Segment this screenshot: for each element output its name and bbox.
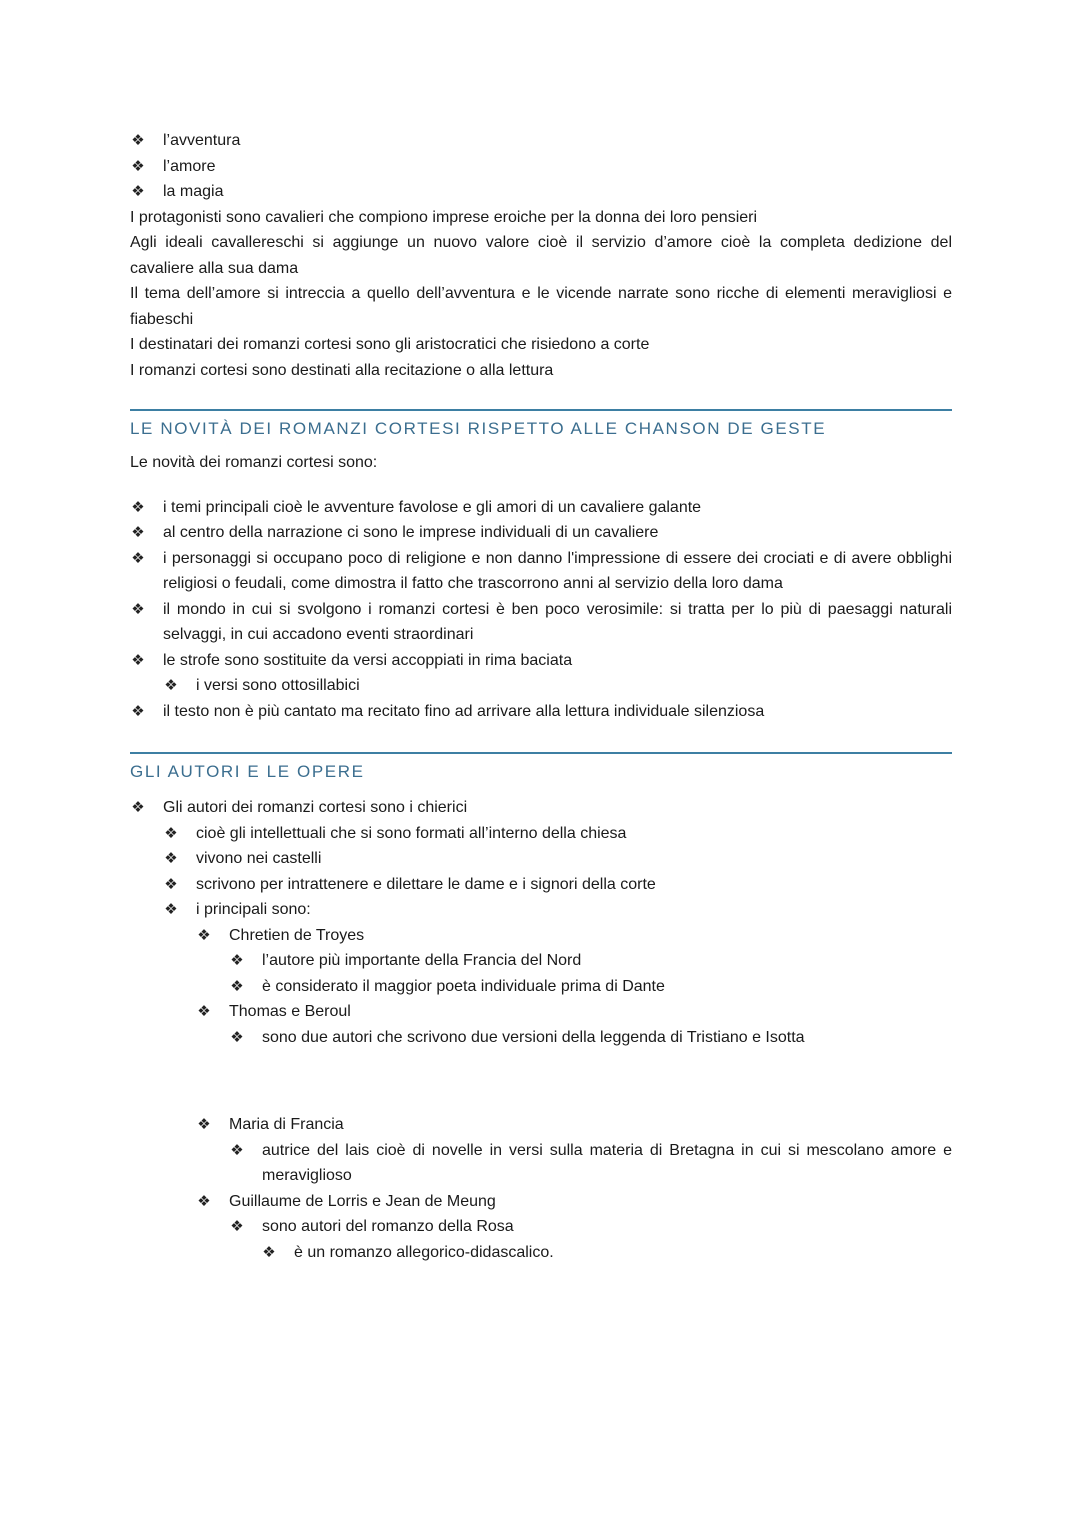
list-item-text: le strofe sono sostituite da versi accoppiati in rima baciata xyxy=(163,651,573,669)
authors-bullet-list xyxy=(130,795,952,1050)
diamond-bullet-icon: ❖ xyxy=(164,676,178,694)
list-item-text: sono autori del romanzo della Rosa xyxy=(262,1218,514,1235)
list-item xyxy=(130,974,952,1000)
section-heading: LE NOVITÀ DEI ROMANZI CORTESI RISPETTO ALLE CHANSON DE GESTE xyxy=(130,409,952,440)
list-item xyxy=(130,597,952,648)
diamond-bullet-icon: ❖ xyxy=(230,976,244,995)
diamond-bullet-icon: ❖ xyxy=(131,548,145,567)
paragraph: Agli ideali cavallereschi si aggiunge un nuovo valore cioè il servizio d’amore cioè la completa dedizione del cavaliere alla sua dama xyxy=(130,234,952,277)
list-item xyxy=(130,1214,952,1240)
diamond-bullet-icon: ❖ xyxy=(197,1002,211,1020)
paragraph: I protagonisti sono cavalieri che compiono imprese eroiche per la donna dei loro pensieri xyxy=(130,208,758,226)
list-item xyxy=(130,846,952,872)
list-item-text: l’autore più importante della Francia del Nord xyxy=(262,952,582,969)
list-item-text: al centro della narrazione ci sono le imprese individuali di un cavaliere xyxy=(163,524,659,541)
diamond-bullet-icon: ❖ xyxy=(197,1115,211,1133)
list-item-text: è considerato il maggior poeta individuale prima di Dante xyxy=(262,977,665,995)
list-item xyxy=(130,1138,952,1189)
list-item-text: Maria di Francia xyxy=(229,1116,344,1133)
list-item-text: cioè gli intellettuali che si sono formati all’interno della chiesa xyxy=(196,824,627,842)
diamond-bullet-icon: ❖ xyxy=(262,1242,276,1261)
list-item-text: i versi sono ottosillabici xyxy=(196,677,360,694)
list-item-text: è un romanzo allegorico-didascalico. xyxy=(294,1243,554,1261)
paragraph: I destinatari dei romanzi cortesi sono gli aristocratici che risiedono a corte xyxy=(130,336,650,353)
diamond-bullet-icon: ❖ xyxy=(131,131,145,149)
diamond-bullet-icon: ❖ xyxy=(230,1027,244,1046)
list-item xyxy=(130,1189,952,1215)
blank-space xyxy=(130,1050,952,1112)
list-item xyxy=(130,673,952,699)
diamond-bullet-icon: ❖ xyxy=(131,701,145,720)
authors-bullet-list-continued xyxy=(130,1112,952,1265)
list-item-text: l’amore xyxy=(163,157,216,175)
section-heading: GLI AUTORI E LE OPERE xyxy=(130,752,952,783)
list-item-text: il mondo in cui si svolgono i romanzi cortesi è ben poco verosimile: si tratta per lo più di paesaggi naturali selvaggi, in cui accadono eventi straordinari xyxy=(163,600,952,643)
list-item xyxy=(130,520,952,546)
list-item xyxy=(130,1112,952,1138)
list-item-text: la magia xyxy=(163,183,224,200)
list-item-text: il testo non è più cantato ma recitato fino ad arrivare alla lettura individuale silenziosa xyxy=(163,702,765,720)
diamond-bullet-icon: ❖ xyxy=(131,497,145,516)
diamond-bullet-icon: ❖ xyxy=(230,1140,244,1159)
diamond-bullet-icon: ❖ xyxy=(164,823,178,842)
list-item xyxy=(130,495,952,521)
document-page xyxy=(130,128,952,1265)
list-item xyxy=(130,128,952,154)
list-item-text: Chretien de Troyes xyxy=(229,926,365,944)
list-item-text: i principali sono: xyxy=(196,901,311,918)
intro-bullet-list xyxy=(130,128,952,205)
list-item-text: sono due autori che scrivono due versioni della leggenda di Tristiano e Isotta xyxy=(262,1028,805,1046)
diamond-bullet-icon: ❖ xyxy=(230,951,244,969)
list-item xyxy=(130,179,952,205)
diamond-bullet-icon: ❖ xyxy=(197,925,211,944)
list-item-text: Gli autori dei romanzi cortesi sono i chierici xyxy=(163,799,468,816)
list-item xyxy=(130,546,952,597)
list-item-text: Guillaume de Lorris e Jean de Meung xyxy=(229,1192,496,1210)
list-item xyxy=(130,699,952,725)
list-item xyxy=(130,1240,952,1266)
diamond-bullet-icon: ❖ xyxy=(131,182,145,200)
list-item-text: Thomas e Beroul xyxy=(229,1003,351,1020)
list-item xyxy=(130,154,952,180)
list-item-text: l’avventura xyxy=(163,132,241,149)
list-item xyxy=(130,999,952,1025)
diamond-bullet-icon: ❖ xyxy=(131,523,145,541)
novelties-bullet-list xyxy=(130,495,952,725)
diamond-bullet-icon: ❖ xyxy=(131,798,145,816)
list-item xyxy=(130,923,952,949)
diamond-bullet-icon: ❖ xyxy=(131,156,145,175)
paragraph: Il tema dell’amore si intreccia a quello dell’avventura e le vicende narrate sono ricche di elementi meravigliosi e fiabeschi xyxy=(130,285,952,328)
list-item-text: i personaggi si occupano poco di religione e non danno l'impressione di essere dei crociati e di avere obblighi religiosi o feudali, come dimostra il fatto che trascorrono anni al servizio della loro dama xyxy=(163,549,952,592)
diamond-bullet-icon: ❖ xyxy=(197,1191,211,1210)
diamond-bullet-icon: ❖ xyxy=(131,599,145,618)
list-item-text: i temi principali cioè le avventure favolose e gli amori di un cavaliere galante xyxy=(163,498,702,516)
list-item xyxy=(130,648,952,674)
diamond-bullet-icon: ❖ xyxy=(230,1217,244,1235)
diamond-bullet-icon: ❖ xyxy=(131,650,145,669)
list-item xyxy=(130,948,952,974)
list-item xyxy=(130,795,952,821)
list-item-text: autrice del lais cioè di novelle in versi sulla materia di Bretagna in cui si mescolano amore e meraviglioso xyxy=(262,1141,952,1184)
list-item xyxy=(130,872,952,898)
list-item-text: scrivono per intrattenere e dilettare le dame e i signori della corte xyxy=(196,875,656,893)
diamond-bullet-icon: ❖ xyxy=(164,874,178,893)
section-intro: Le novità dei romanzi cortesi sono: xyxy=(130,454,378,471)
diamond-bullet-icon: ❖ xyxy=(164,900,178,918)
list-item xyxy=(130,821,952,847)
paragraph: I romanzi cortesi sono destinati alla recitazione o alla lettura xyxy=(130,361,554,379)
list-item-text: vivono nei castelli xyxy=(196,850,322,867)
list-item xyxy=(130,1025,952,1051)
diamond-bullet-icon: ❖ xyxy=(164,849,178,867)
list-item xyxy=(130,897,952,923)
